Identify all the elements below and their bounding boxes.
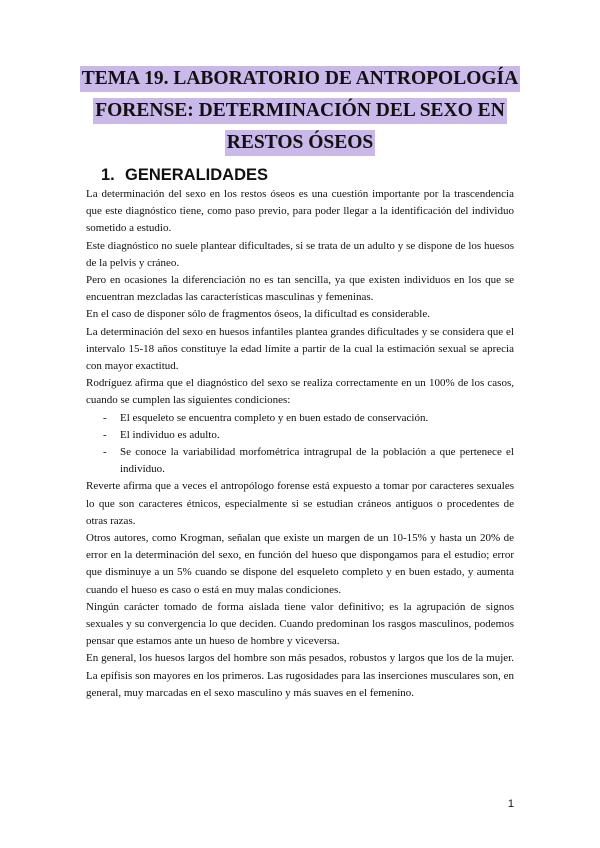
paragraph: Reverte afirma que a veces el antropólogo forense está expuesto a tomar por caracteres sexuales lo que son caracteres étnicos, especialmente si se estudian cráneos antiguos o procedentes de otras razas. — [86, 480, 514, 527]
section-title: GENERALIDADES — [125, 166, 269, 184]
conditions-list — [86, 410, 514, 479]
list-item — [86, 410, 514, 427]
list-dash: - — [103, 428, 107, 441]
paragraph: Ningún carácter tomado de forma aislada tiene valor definitivo; es la agrupación de signos sexuales y su convergencia lo que deciden. Cuando predominan los rasgos masculinos, podemos pensar que estamos ante un hueso de hombre y viceversa. — [86, 600, 514, 648]
paragraph: Pero en ocasiones la diferenciación no es tan sencilla, ya que existen individuos en los que se encuentran mezcladas las características masculinas y femeninas. — [86, 274, 514, 304]
list-item — [86, 427, 514, 444]
title-line-1: TEMA 19. LABORATORIO DE ANTROPOLOGÍA — [80, 66, 520, 92]
paragraph: Otros autores, como Krogman, señalan que existe un margen de un 10-15% y hasta un 20% de error en la determinación del sexo, en función del hueso que dispongamos para el estudio; error que disminuye a un 5% cuando se dispone del esqueleto completo y en buen estado, y aumenta cuando el hueso es caso o está en muy malas condiciones. — [86, 532, 514, 596]
paragraph: En general, los huesos largos del hombre son más pesados, robustos y largos que los de la mujer. La epífisis son mayores en los primeros. Las rugosidades para las inserciones musculares son, en general, muy marcadas en el sexo masculino y más suaves en el femenino. — [86, 652, 514, 699]
document-body — [86, 186, 514, 702]
list-item-text: Se conoce la variabilidad morfométrica intragrupal de la población a que pertenece el individuo. — [120, 446, 514, 476]
list-item-text: El individuo es adulto. — [120, 428, 220, 441]
paragraph: La determinación del sexo en los restos óseos es una cuestión importante por la trascendencia que este diagnóstico tiene, como paso previo, para poder llegar a la identificación del individuo sometido a estudio. — [86, 188, 514, 235]
list-dash: - — [103, 446, 107, 459]
document-title — [60, 66, 540, 162]
paragraph: La determinación del sexo en huesos infantiles plantea grandes dificultades y se considera que el intervalo 15-18 años constituye la edad límite a partir de la cual la estimación sexual se aprecia con mayor exactitud. — [86, 325, 514, 373]
list-item-text: El esqueleto se encuentra completo y en buen estado de conservación. — [120, 411, 429, 424]
title-line-2: FORENSE: DETERMINACIÓN DEL SEXO EN — [93, 98, 507, 124]
section-heading — [101, 166, 268, 185]
title-line-3: RESTOS ÓSEOS — [225, 130, 376, 156]
page-number: 1 — [507, 798, 514, 810]
section-number: 1. — [101, 166, 115, 184]
paragraph: En el caso de disponer sólo de fragmentos óseos, la dificultad es considerable. — [86, 308, 430, 321]
paragraph: Este diagnóstico no suele plantear dificultades, si se trata de un adulto y se dispone de los huesos de la pelvis y cráneo. — [86, 239, 514, 269]
list-dash: - — [103, 411, 107, 424]
list-item — [86, 444, 514, 478]
paragraph: Rodríguez afirma que el diagnóstico del sexo se realiza correctamente en un 100% de los casos, cuando se cumplen las siguientes condiciones: — [86, 377, 514, 407]
